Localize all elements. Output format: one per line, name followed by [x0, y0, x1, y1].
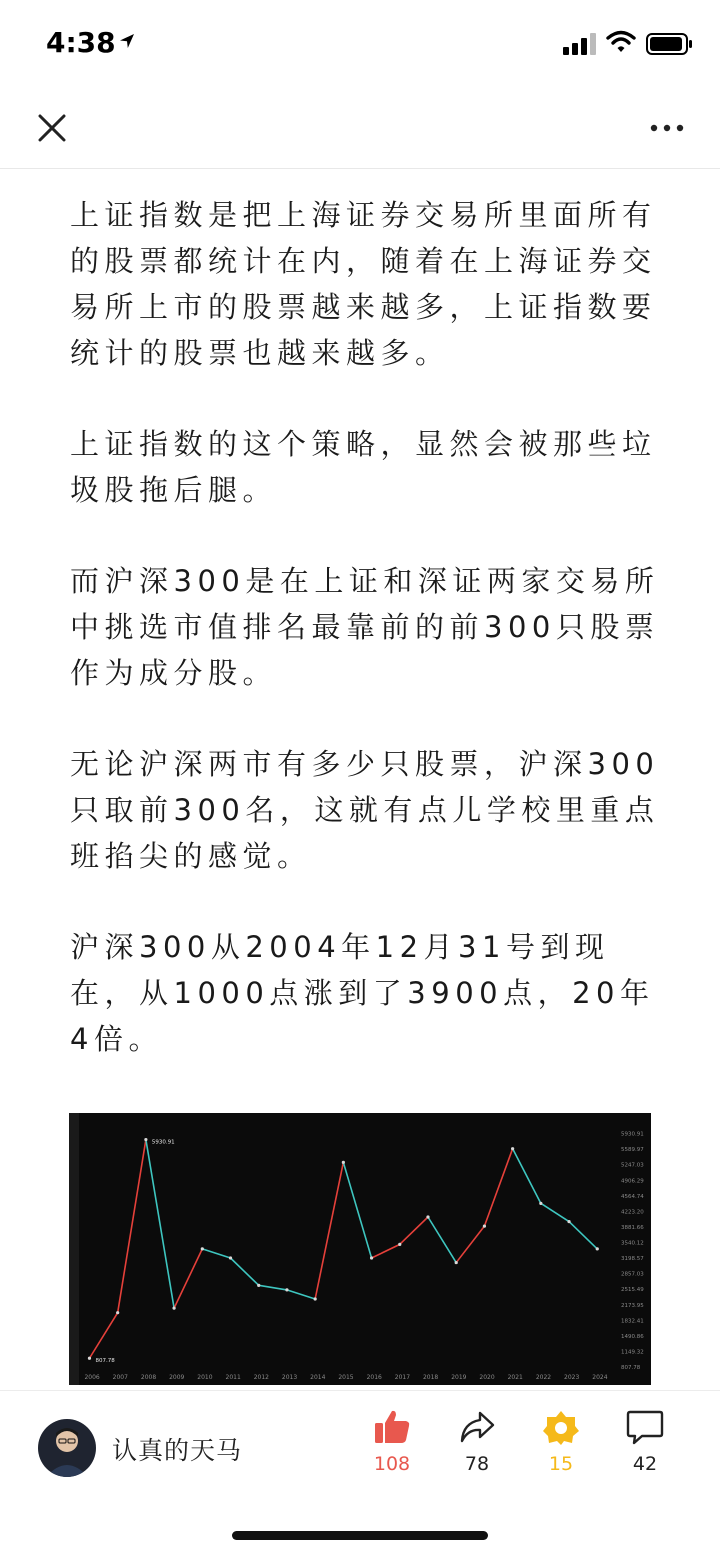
- price-segment: [484, 1149, 512, 1226]
- x-tick-label: 2007: [112, 1374, 128, 1381]
- y-tick-label: 4223.20: [621, 1209, 644, 1216]
- price-segment: [287, 1290, 315, 1299]
- price-segment: [231, 1258, 259, 1285]
- min-annotation: 807.78: [95, 1358, 115, 1365]
- nav-bar: [0, 88, 720, 169]
- x-tick-label: 2012: [253, 1374, 270, 1381]
- y-tick-label: 4564.74: [621, 1193, 644, 1200]
- share-count: 78: [464, 1453, 490, 1475]
- x-tick-label: 2016: [366, 1374, 382, 1381]
- y-tick-label: 5247.03: [621, 1162, 644, 1169]
- y-tick-label: 4906.29: [621, 1178, 644, 1185]
- chart-toolbar: [69, 1113, 79, 1385]
- price-point: [229, 1256, 232, 1259]
- x-tick-label: 2022: [535, 1374, 552, 1381]
- price-segment: [400, 1217, 428, 1244]
- wifi-icon: [606, 30, 636, 54]
- article-body: [70, 192, 660, 1107]
- price-point: [172, 1307, 175, 1310]
- price-point: [398, 1243, 401, 1246]
- y-tick-label: 807.78: [621, 1365, 641, 1371]
- x-tick-label: 2006: [84, 1374, 100, 1381]
- price-point: [483, 1225, 486, 1228]
- price-segment: [541, 1203, 569, 1221]
- x-tick-label: 2021: [507, 1374, 523, 1381]
- y-tick-label: 2515.49: [621, 1287, 644, 1294]
- price-point: [342, 1161, 345, 1164]
- price-point: [511, 1147, 514, 1150]
- x-tick-label: 2011: [225, 1374, 241, 1381]
- x-tick-label: 2008: [140, 1374, 157, 1381]
- author-avatar[interactable]: [38, 1419, 96, 1477]
- bottom-action-bar: [0, 1390, 720, 1558]
- home-indicator: [232, 1531, 488, 1540]
- y-tick-label: 1832.41: [621, 1318, 644, 1325]
- price-point: [285, 1288, 288, 1291]
- price-point: [539, 1202, 542, 1205]
- price-segment: [372, 1244, 400, 1258]
- price-segment: [118, 1140, 146, 1313]
- y-tick-label: 3540.12: [621, 1240, 644, 1247]
- thumbs-up-icon: [373, 1409, 411, 1445]
- y-tick-label: 1490.86: [621, 1333, 644, 1340]
- price-segment: [89, 1313, 117, 1359]
- price-segment: [428, 1217, 456, 1263]
- paragraph: 无论沪深两市有多少只股票，沪深300只取前300名，这就有点儿学校里重点班掐尖的感觉。: [70, 747, 660, 873]
- chart-canvas: [69, 1113, 651, 1385]
- y-tick-label: 2857.03: [621, 1271, 644, 1278]
- comment-button[interactable]: [610, 1409, 680, 1475]
- x-tick-label: 2019: [451, 1374, 467, 1381]
- share-arrow-icon: [458, 1409, 496, 1445]
- index-price-chart[interactable]: [69, 1113, 651, 1385]
- price-segment: [513, 1149, 541, 1204]
- price-point: [144, 1138, 147, 1141]
- y-tick-label: 5930.91: [621, 1131, 644, 1138]
- paragraph: 沪深300从2004年12月31号到现在，从1000点涨到了3900点，20年4倍。: [70, 930, 655, 1056]
- price-point: [314, 1297, 317, 1300]
- price-point: [596, 1247, 599, 1250]
- price-segment: [146, 1140, 174, 1309]
- like-count: 108: [373, 1453, 411, 1475]
- price-point: [201, 1247, 204, 1250]
- paragraph: 上证指数的这个策略，显然会被那些垃圾股拖后腿。: [70, 427, 657, 507]
- reward-star-icon: [542, 1409, 580, 1445]
- price-segment: [259, 1285, 287, 1290]
- price-segment: [456, 1226, 484, 1262]
- y-tick-label: 3881.66: [621, 1224, 644, 1231]
- y-tick-label: 3198.57: [621, 1256, 644, 1263]
- price-point: [88, 1357, 91, 1360]
- x-tick-label: 2023: [564, 1374, 580, 1381]
- y-tick-label: 5589.97: [621, 1147, 644, 1154]
- y-tick-label: 2173.95: [621, 1302, 644, 1309]
- price-segment: [315, 1162, 343, 1299]
- like-button[interactable]: [357, 1409, 427, 1475]
- price-point: [567, 1220, 570, 1223]
- price-point: [257, 1284, 260, 1287]
- cellular-signal-icon: [563, 33, 597, 55]
- close-icon[interactable]: [30, 106, 74, 150]
- reward-button[interactable]: [526, 1409, 596, 1475]
- price-point: [116, 1311, 119, 1314]
- max-annotation: 5930.91: [151, 1139, 175, 1146]
- paragraph: 而沪深300是在上证和深证两家交易所中挑选市值排名最靠前的前300只股票作为成分股。: [70, 564, 660, 690]
- comment-count: 42: [632, 1453, 658, 1475]
- location-arrow-icon: [118, 32, 136, 50]
- battery-icon: [646, 33, 694, 55]
- x-tick-label: 2010: [197, 1374, 213, 1381]
- price-segment: [569, 1222, 597, 1249]
- price-point: [426, 1215, 429, 1218]
- comment-bubble-icon: [626, 1409, 664, 1445]
- x-tick-label: 2024: [592, 1374, 608, 1381]
- more-options-icon[interactable]: [640, 110, 692, 146]
- price-segment: [202, 1249, 230, 1258]
- status-bar: [0, 0, 720, 88]
- status-time: 4:38: [46, 26, 116, 59]
- x-tick-label: 2017: [394, 1374, 411, 1381]
- x-tick-label: 2014: [310, 1374, 326, 1381]
- price-point: [370, 1256, 373, 1259]
- x-tick-label: 2020: [479, 1374, 495, 1381]
- share-button[interactable]: [442, 1409, 512, 1475]
- x-tick-label: 2018: [422, 1374, 439, 1381]
- x-tick-label: 2009: [169, 1374, 185, 1381]
- x-tick-label: 2015: [338, 1374, 354, 1381]
- reward-count: 15: [548, 1453, 574, 1475]
- author-name[interactable]: 认真的天马: [112, 1436, 243, 1465]
- price-point: [455, 1261, 458, 1264]
- paragraph: 上证指数是把上海证券交易所里面所有的股票都统计在内，随着在上海证券交易所上市的股票越来越多，上证指数要统计的股票也越来越多。: [70, 198, 657, 370]
- y-tick-label: 1149.32: [621, 1349, 644, 1356]
- price-segment: [343, 1162, 371, 1258]
- x-tick-label: 2013: [281, 1374, 298, 1381]
- price-segment: [174, 1249, 202, 1308]
